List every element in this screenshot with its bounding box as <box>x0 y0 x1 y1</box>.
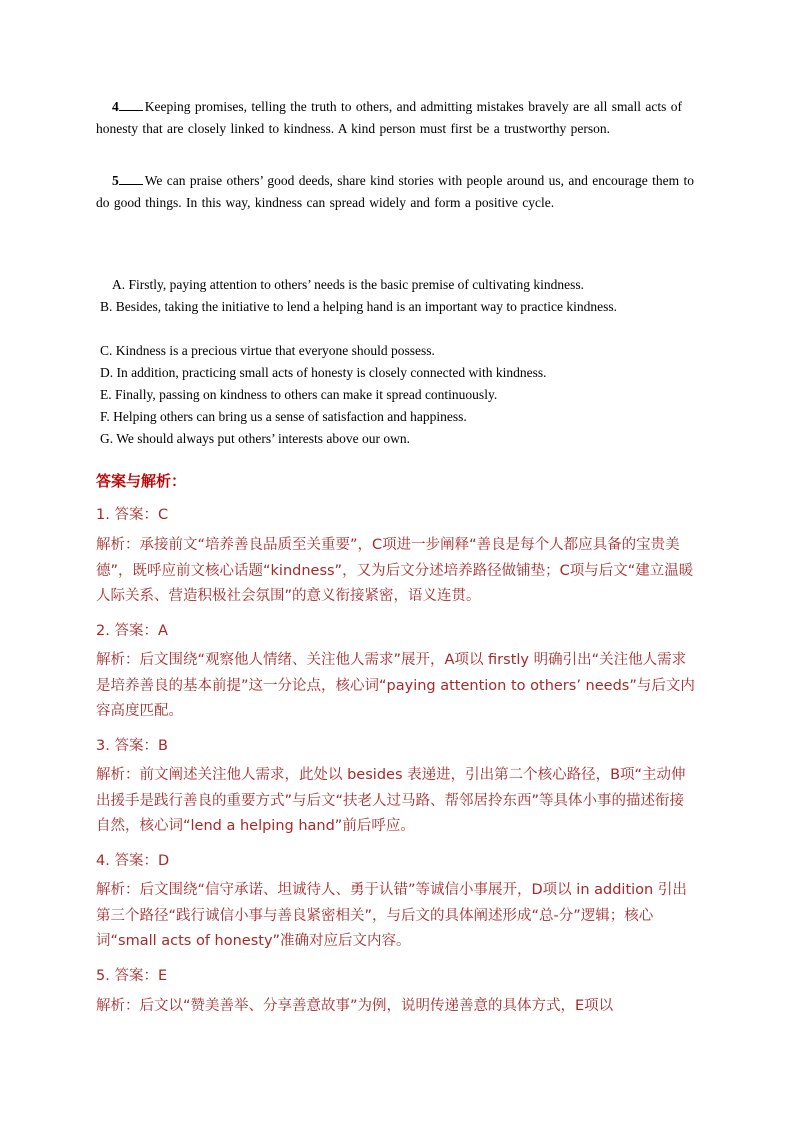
answers-heading: 答案与解析： <box>96 472 187 490</box>
question-number: 5 <box>112 173 119 188</box>
answer-blank <box>119 96 143 111</box>
option-g: G. We should always put others’ interests above our own. <box>100 431 410 446</box>
question-5-paragraph <box>96 170 696 214</box>
answer-explanation: 解析：后文围绕“观察他人情绪、关注他人需求”展开，A项以 firstly 明确引出“关注他人需求是培养善良的基本前提”这一分论点，核心词“paying attention to others’ needs”与后文内容高度匹配。 <box>96 652 695 719</box>
option-d: D. In addition, practicing small acts of honesty is closely connected with kindness. <box>100 365 547 380</box>
option-f: F. Helping others can bring us a sense of satisfaction and happiness. <box>100 409 467 424</box>
answer-label: 5. 答案：E <box>96 968 168 984</box>
option-b: B. Besides, taking the initiative to lend a helping hand is an important way to practice kindness. <box>100 299 618 314</box>
answer-blank <box>119 170 143 185</box>
answer-explanation: 解析：后文以“赞美善举、分享善意故事”为例，说明传递善意的具体方式，E项以 <box>96 998 614 1014</box>
answer-explanation: 解析：后文围绕“信守承诺、坦诚待人、勇于认错”等诚信小事展开，D项以 in addition 引出第三个路径“践行诚信小事与善良紧密相关”，与后文的具体阐述形成“总-分”逻辑；核心词“small acts of honesty”准确对应后文内容。 <box>96 882 687 949</box>
option-a: A. Firstly, paying attention to others’ needs is the basic premise of cultivating kindness. <box>112 277 585 292</box>
question-text: Keeping promises, telling the truth to others, and admitting mistakes bravely are all small acts of honesty that are closely linked to kindness. A kind person must first be a trustworthy person. <box>96 99 682 136</box>
question-4-paragraph <box>96 96 696 140</box>
answer-explanation: 解析：前文阐述关注他人需求，此处以 besides 表递进，引出第二个核心路径，B项“主动伸出援手是践行善良的重要方式”与后文“扶老人过马路、帮邻居拎东西”等具体小事的描述衔接自然，核心词“lend a helping hand”前后呼应。 <box>96 767 686 834</box>
answer-label: 4. 答案：D <box>96 853 170 869</box>
option-c: C. Kindness is a precious virtue that everyone should possess. <box>100 343 435 358</box>
answer-label: 1. 答案：C <box>96 507 169 523</box>
answer-explanation: 解析：承接前文“培养善良品质至关重要”，C项进一步阐释“善良是每个人都应具备的宝贵美德”，既呼应前文核心话题“kindness”，又为后文分述培养路径做铺垫；C项与后文“建立温暖人际关系、营造积极社会氛围”的意义衔接紧密，语义连贯。 <box>96 537 694 604</box>
question-number: 4 <box>112 99 119 114</box>
question-text: We can praise others’ good deeds, share kind stories with people around us, and encourage them to do good things. In this way, kindness can spread widely and form a positive cycle. <box>96 173 694 210</box>
option-e: E. Finally, passing on kindness to others can make it spread continuously. <box>100 387 498 402</box>
answer-label: 2. 答案：A <box>96 623 168 639</box>
answer-label: 3. 答案：B <box>96 738 168 754</box>
